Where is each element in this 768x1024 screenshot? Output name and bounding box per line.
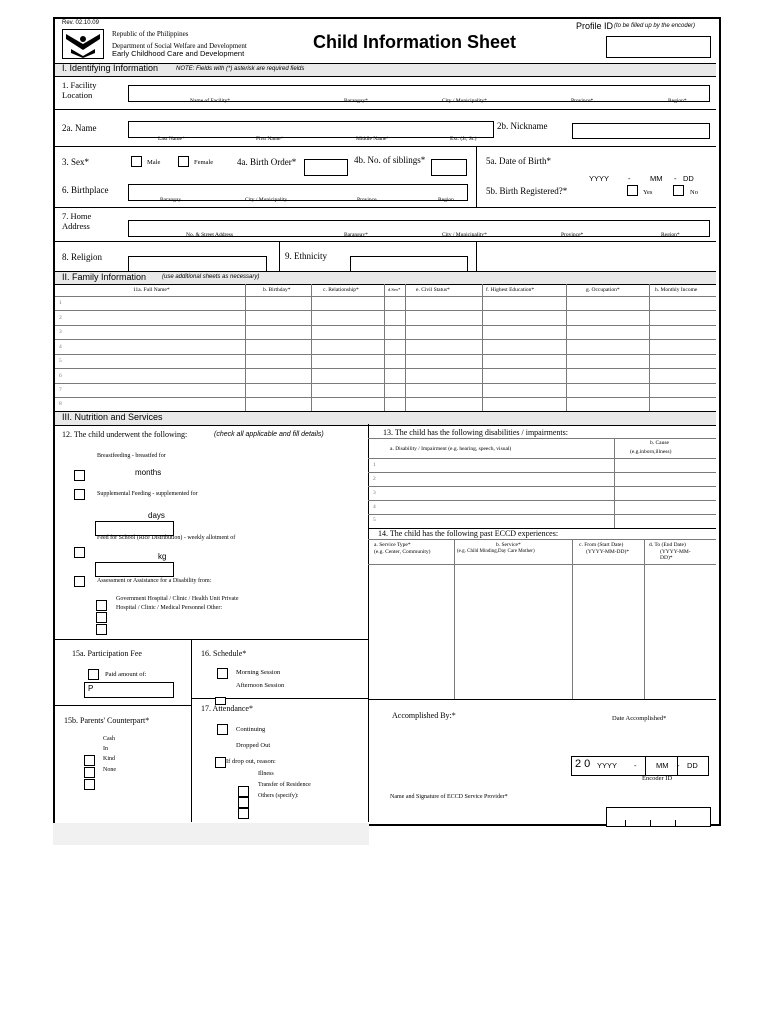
birth-registered-label: 5b. Birth Registered?* — [486, 186, 568, 196]
supplemental-checkbox[interactable] — [74, 489, 85, 500]
q15b-label: 15b. Parents' Counterpart* — [64, 716, 150, 725]
eccd-col-d-title: d. To (End Date) — [649, 542, 686, 548]
date-yyyy: YYYY — [597, 761, 618, 770]
counterpart-none-checkbox[interactable] — [84, 779, 95, 790]
family-col-income: h. Monthly Income — [655, 287, 698, 293]
family-row-4: 4 — [59, 344, 62, 350]
counterpart-in: In — [103, 746, 108, 752]
family-col-civil-status: e. Civil Status* — [416, 287, 450, 293]
q13-label: 13. The child has the following disabilities / impairments: — [383, 428, 568, 437]
birthplace-sub-province: Province — [357, 197, 377, 203]
profile-id-input[interactable] — [606, 36, 711, 58]
birth-registered-no-checkbox[interactable] — [673, 185, 684, 196]
dropout-transfer-checkbox[interactable] — [238, 797, 249, 808]
sex-female-label: Female — [194, 159, 214, 166]
supplemental-days-input[interactable] — [95, 521, 174, 536]
dropped-out-label: Dropped Out — [236, 742, 271, 749]
q14-label: 14. The child has the following past ECCD experiences: — [378, 529, 559, 538]
afternoon-session-label: Afternoon Session — [236, 682, 285, 689]
birthplace-sub-city: City / Municipality — [245, 197, 288, 203]
continuing-checkbox[interactable] — [217, 724, 228, 735]
school-feed-checkbox[interactable] — [74, 547, 85, 558]
birth-registered-no-label: No — [690, 189, 698, 196]
family-row-8: 8 — [59, 401, 62, 407]
family-col-name: 11a. Full Name* — [133, 287, 170, 293]
family-col-occupation: g. Occupation* — [586, 287, 620, 293]
assessment-gov-checkbox[interactable] — [96, 600, 107, 611]
name-sub-first: First Name* — [256, 136, 284, 142]
dropout-others: Others (specify): — [258, 793, 299, 799]
dropout-others-checkbox[interactable] — [238, 808, 249, 819]
dropout-illness: Illness — [258, 771, 274, 777]
date-mm: MM — [656, 761, 669, 770]
family-col-birthday: b. Birthday* — [263, 287, 291, 293]
religion-label: 8. Religion — [62, 252, 102, 262]
section-1-title: I. Identifying Information — [62, 63, 159, 73]
ethnicity-input[interactable] — [350, 256, 468, 272]
encoder-id-label: Encoder ID — [642, 775, 673, 782]
eccd-col-c-sub: (YYYY-MM-DD)* — [586, 549, 630, 555]
sex-female-checkbox[interactable] — [178, 156, 189, 167]
disability-col-a: a. Disability / Impairment (e.g. hearing, speech, visual) — [390, 446, 512, 452]
home-sub-province: Province* — [561, 232, 584, 238]
dob-dash-2: - — [674, 174, 677, 183]
facility-label: 1. Facility Location — [62, 80, 97, 100]
eccd-col-a-title: a. Service Type* — [374, 542, 411, 548]
dropout-reason-label: If drop out, reason: — [226, 758, 276, 765]
assessment-opt-1: Government Hospital / Clinic / Health Unit Private — [116, 596, 239, 602]
nickname-input[interactable] — [572, 123, 710, 139]
breastfeeding-label: Breastfeeding - breastfed for — [97, 453, 166, 459]
assessment-opt-2: Hospital / Clinic / Medical Personnel Other: — [116, 605, 222, 611]
disability-col-b2: (e.g.inborn,illness) — [630, 449, 672, 455]
assessment-checkbox[interactable] — [74, 576, 85, 587]
date-accomplished-label: Date Accomplished* — [612, 715, 667, 722]
birthplace-sub-region: Region — [438, 197, 454, 203]
accomplished-by-label: Accomplished By:* — [392, 711, 456, 720]
family-row-3: 3 — [59, 329, 62, 335]
dob-dash-1: - — [628, 174, 631, 183]
breastfeeding-checkbox[interactable] — [74, 470, 85, 481]
page-title: Child Information Sheet — [313, 32, 517, 52]
disability-row-4: 4 — [373, 504, 376, 510]
republic-text: Republic of the Philippines — [112, 30, 189, 38]
section-1-note: NOTE: Fields with (*) asterisk are required fields — [176, 66, 305, 72]
disability-col-b1: b. Cause — [650, 440, 669, 446]
section-3-title: III. Nutrition and Services — [62, 412, 163, 422]
birth-registered-yes-checkbox[interactable] — [627, 185, 638, 196]
q16-label: 16. Schedule* — [201, 649, 247, 658]
school-feed-label: Feed for School (Rice Distribution) - weekly allotment of — [97, 535, 236, 541]
footer-band — [53, 823, 369, 845]
dob-yyyy: YYYY — [589, 174, 610, 183]
family-col-sex: d.Sex* — [388, 287, 401, 292]
profile-id-label: Profile ID — [576, 21, 614, 31]
paid-amount-input[interactable] — [84, 682, 174, 698]
q15a-label: 15a. Participation Fee — [72, 649, 142, 658]
family-row-6: 6 — [59, 373, 62, 379]
siblings-input[interactable] — [431, 159, 467, 176]
family-row-2: 2 — [59, 315, 62, 321]
counterpart-none: None — [103, 767, 116, 773]
q17-label: 17. Attendance* — [201, 704, 253, 713]
disability-table — [368, 438, 716, 528]
school-feed-kg-input[interactable] — [95, 562, 174, 577]
family-row-5: 5 — [59, 358, 62, 364]
date-dash-1: - — [634, 761, 637, 770]
sex-male-checkbox[interactable] — [131, 156, 142, 167]
eccd-col-d-sub: (YYYY-MM-DD)* — [660, 549, 691, 561]
siblings-label: 4b. No. of siblings* — [354, 155, 426, 165]
eccd-col-a-sub: (e.g. Center, Community) — [374, 549, 431, 555]
dswd-logo — [62, 29, 104, 59]
family-col-relationship: c. Relationship* — [323, 287, 359, 293]
home-address-label: 7. Home Address — [62, 211, 92, 231]
kg-label: kg — [158, 552, 167, 561]
counterpart-cash-checkbox[interactable] — [84, 755, 95, 766]
home-sub-region: Region* — [661, 232, 680, 238]
name-sub-ext: Ext. (Jr, Sr.) — [450, 136, 477, 142]
assessment-label: Assessment or Assistance for a Disability from: — [97, 578, 212, 584]
date-prefix: 2 0 — [575, 758, 591, 770]
supplemental-label: Supplemental Feeding - supplemented for — [97, 491, 198, 497]
disability-row-2: 2 — [373, 476, 376, 482]
family-table — [55, 284, 716, 411]
eccd-col-b-sub: (e.g. Child Minding,Day Care Mother) — [457, 549, 535, 554]
date-dash-2: - — [677, 761, 680, 770]
facility-sub-province: Province* — [571, 98, 594, 104]
facility-sub-name: Name of Facility* — [190, 98, 231, 104]
dropout-illness-checkbox[interactable] — [238, 786, 249, 797]
family-row-7: 7 — [59, 387, 62, 393]
ethnicity-label: 9. Ethnicity — [285, 251, 327, 261]
days-label: days — [148, 511, 165, 520]
home-sub-street: No. & Street Address — [186, 232, 234, 238]
facility-sub-region: Region* — [668, 98, 687, 104]
dob-mm: MM — [650, 174, 663, 183]
section-2-header — [55, 271, 716, 285]
disability-row-3: 3 — [373, 490, 376, 496]
assessment-other-checkbox[interactable] — [96, 624, 107, 635]
name-sub-last: Last Name* — [158, 136, 185, 142]
q12-label: 12. The child underwent the following: — [62, 430, 188, 439]
dob-label: 5a. Date of Birth* — [486, 156, 551, 166]
sex-male-label: Male — [147, 159, 161, 166]
sex-label: 3. Sex* — [62, 157, 89, 167]
office-text: Early Childhood Care and Development — [112, 49, 245, 58]
continuing-label: Continuing — [236, 726, 266, 733]
paid-amount-checkbox[interactable] — [88, 669, 99, 680]
family-col-education: f. Highest Education* — [486, 287, 535, 293]
birth-order-input[interactable] — [304, 159, 348, 176]
counterpart-kind-checkbox[interactable] — [84, 767, 95, 778]
section-2-note: (use additional sheets as necessary) — [162, 274, 260, 280]
profile-id-note: (to be filled up by the encoder) — [614, 23, 696, 29]
eccd-col-b-title: b. Service* — [496, 542, 521, 548]
birth-registered-yes-label: Yes — [643, 189, 653, 196]
home-sub-city: City / Municipality* — [442, 232, 487, 238]
encoder-id-input[interactable] — [606, 807, 711, 827]
facility-sub-city: City / Municipality* — [442, 98, 487, 104]
signature-label: Name and Signature of ECCD Service Provider* — [390, 794, 508, 800]
disability-row-1: 1 — [373, 462, 376, 468]
eccd-col-c-title: c. From (Start Date) — [579, 542, 624, 548]
department-text: Department of Social Welfare and Development — [112, 42, 247, 50]
months-label: months — [135, 468, 162, 477]
dropout-transfer: Transfer of Residence — [258, 782, 311, 788]
counterpart-kind: Kind — [103, 756, 115, 762]
eccd-table — [368, 539, 716, 699]
birthplace-label: 6. Birthplace — [62, 185, 109, 195]
assessment-private-checkbox[interactable] — [96, 612, 107, 623]
morning-session-checkbox[interactable] — [217, 668, 228, 679]
peso-sign: P — [88, 684, 94, 693]
name-label: 2a. Name — [62, 123, 97, 133]
revision-label: Rev. 02.10.09 — [62, 20, 99, 26]
dropped-out-checkbox[interactable] — [215, 757, 226, 768]
paid-amount-label: Paid amount of: — [105, 671, 147, 678]
home-sub-barangay: Barangay* — [344, 232, 368, 238]
date-dd: DD — [687, 761, 698, 770]
family-row-1: 1 — [59, 300, 62, 306]
section-2-title: II. Family Information — [62, 272, 147, 282]
disability-row-5: 5 — [373, 517, 376, 523]
name-sub-middle: Middle Name* — [356, 136, 390, 142]
nickname-label: 2b. Nickname — [497, 121, 548, 131]
birthplace-sub-barangay: Barangay — [160, 197, 182, 203]
religion-input[interactable] — [128, 256, 267, 272]
facility-sub-barangay: Barangay* — [344, 98, 368, 104]
counterpart-cash: Cash — [103, 736, 115, 742]
q12-note: (check all applicable and fill details) — [214, 431, 324, 438]
morning-session-label: Morning Session — [236, 669, 281, 676]
dob-dd: DD — [683, 174, 694, 183]
birth-order-label: 4a. Birth Order* — [237, 157, 297, 167]
